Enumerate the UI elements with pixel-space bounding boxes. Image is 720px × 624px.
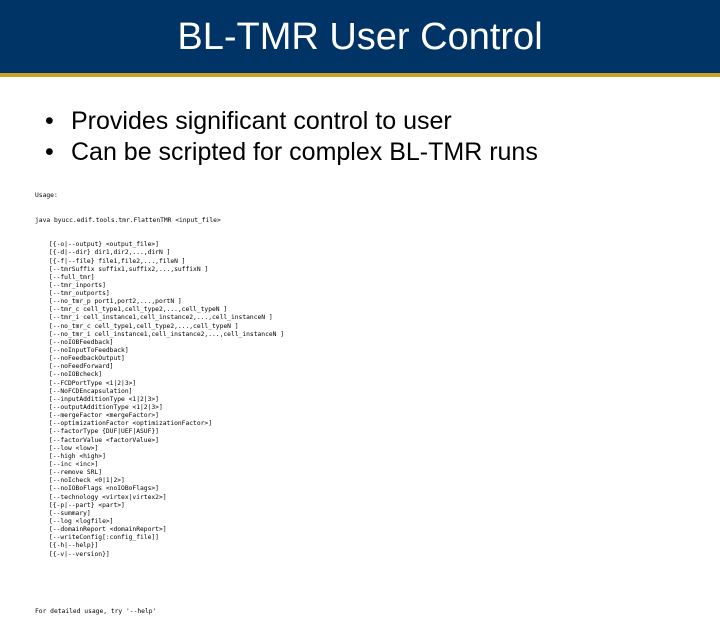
title-bar (0, 0, 720, 73)
usage-option: [--low <low>] (49, 444, 99, 452)
usage-option: [{-d|--dir} dir1,dir2,...,dirN ] (49, 249, 171, 257)
bullet-list (45, 106, 705, 168)
bullet-marker: • (45, 107, 54, 135)
usage-option: [--noIOBFeedback] (49, 338, 114, 346)
usage-option: [--remove SRL] (49, 469, 103, 477)
usage-option: [--NoFCDEncapsulation] (49, 387, 133, 395)
usage-option: [--factorType {DUF|UEF|ASUF}] (49, 428, 159, 436)
bullet-item (45, 137, 705, 168)
usage-option: [--tmr_inports] (49, 281, 106, 289)
usage-option: [{-o|--output} <output_file>] (49, 241, 159, 249)
usage-option: [{-h|--help}] (49, 542, 99, 550)
usage-option: [--noFeedForward] (49, 363, 114, 371)
usage-option: [--noIcheck <0|1|2>] (49, 477, 125, 485)
title-accent-rule (0, 73, 720, 77)
usage-command: java byucc.edif.tools.tmr.FlattenTMR <input_file> (35, 216, 221, 224)
usage-option: [--noIOBcheck] (49, 371, 103, 379)
usage-option: [--writeConfig[:config_file]] (49, 534, 159, 542)
bullet-item (45, 106, 705, 137)
usage-option: [--no_tmr_i cell_instance1,cell_instance2,...,cell_instanceN ] (49, 330, 285, 338)
usage-option: [{-f|--file} file1,file2,...,fileN ] (49, 257, 186, 265)
usage-option: [--mergeFactor <mergeFactor>] (49, 412, 159, 420)
usage-option: [--tmr_i cell_instance1,cell_instance2,...,cell_instanceN ] (49, 314, 273, 322)
usage-option: [--domainReport <domainReport>] (49, 526, 167, 534)
usage-option: [--tmr_outports] (49, 290, 110, 298)
usage-option: [--log <logfile>] (49, 518, 114, 525)
usage-option: [--noIOBoFlags <noIOBoFlags>] (49, 485, 159, 493)
usage-option: [--FCDPortType <1|2|3>] (49, 379, 137, 387)
usage-option: [--inc <inc>] (49, 461, 99, 469)
usage-option: [--high <high>] (49, 452, 106, 460)
usage-option: [--no_tmr_p port1,port2,...,portN ] (49, 298, 182, 306)
usage-footer: For detailed usage, try '--help' (35, 607, 157, 615)
slide-title: BL-TMR User Control (177, 15, 543, 58)
usage-option: [--full_tmr] (49, 273, 95, 281)
usage-option: [--summary] (49, 509, 91, 517)
usage-option: [--technology <virtex|virtex2>] (49, 493, 167, 501)
usage-option: [--factorValue <factorValue>] (49, 436, 159, 444)
bullet-text: Provides significant control to user (71, 107, 452, 135)
usage-spacer (35, 575, 705, 591)
usage-option: [{-p|--part} <part>] (49, 501, 125, 509)
usage-option: [--noFeedbackOutput] (49, 355, 125, 363)
bullet-text: Can be scripted for complex BL-TMR runs (71, 138, 538, 166)
usage-option: [--optimizationFactor <optimizationFactor>] (49, 420, 213, 428)
usage-option: [--inputAdditionType <1|2|3>] (49, 395, 159, 403)
bullet-marker: • (45, 138, 54, 166)
usage-option: [--no_tmr_c cell_type1,cell_type2,...,cell_typeN ] (49, 322, 239, 330)
usage-options (35, 241, 705, 558)
usage-option: [--noInputToFeedback] (49, 347, 129, 355)
usage-option: [--tmrSuffix suffix1,suffix2,...,suffixN ] (49, 265, 209, 273)
usage-option: [{-v|--version}] (49, 550, 110, 558)
usage-option: [--tmr_c cell_type1,cell_type2,...,cell_typeN ] (49, 306, 228, 314)
usage-text-block (35, 176, 705, 624)
usage-header: Usage: (35, 192, 58, 200)
usage-option: [--outputAdditionType <1|2|3>] (49, 404, 163, 412)
